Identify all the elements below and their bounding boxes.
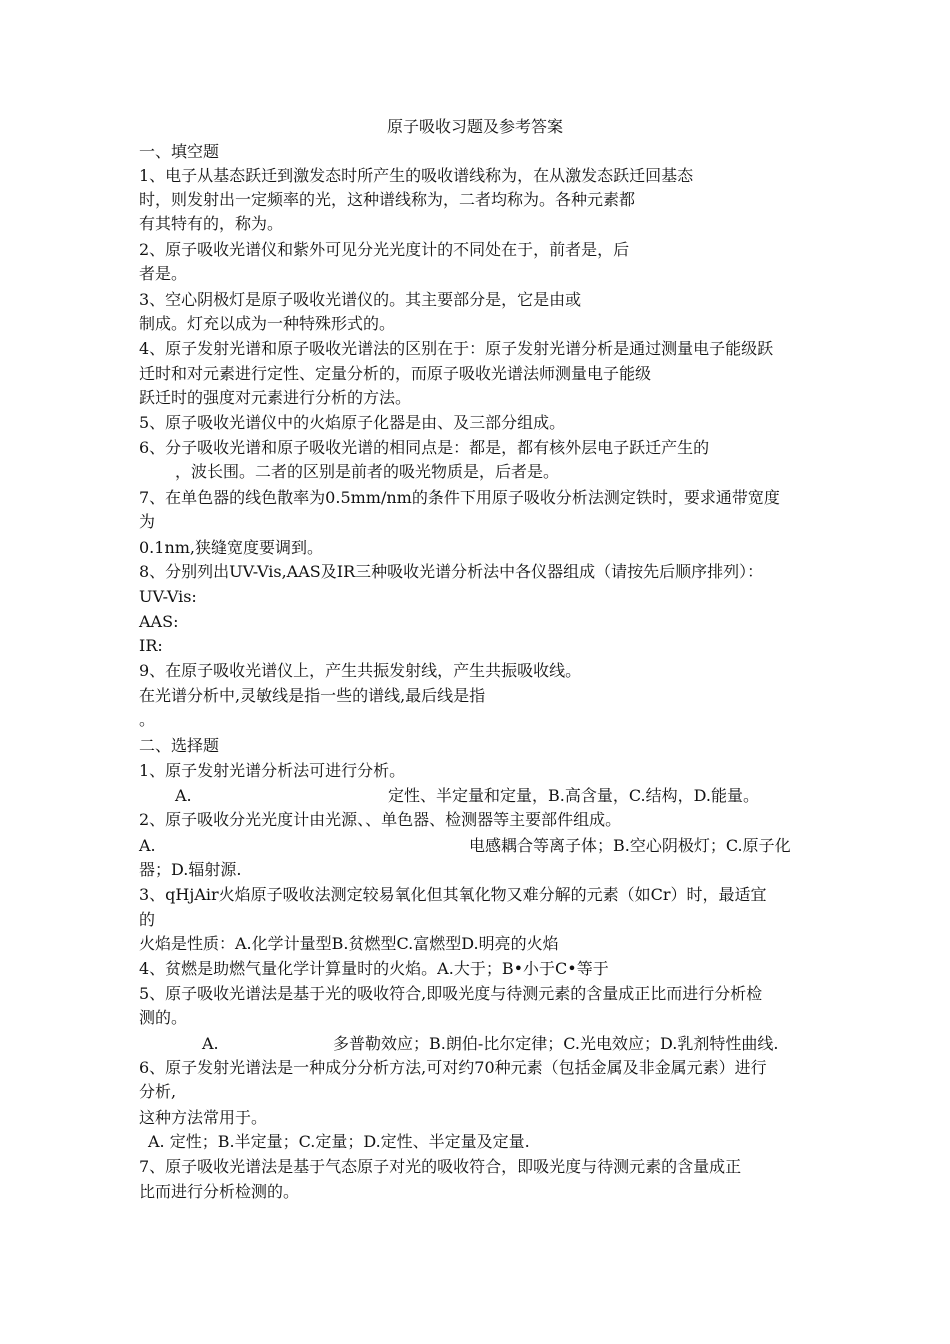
question-line: 7、在单色器的线色散率为0.5mm/nm的条件下用原子吸收分析法测定铁时，要求通带宽度 — [139, 488, 780, 507]
question-line: 5、原子吸收光谱仪中的火焰原子化器是由、及三部分组成。 — [139, 413, 566, 432]
question-line: 4、原子发射光谱和原子吸收光谱法的区别在于：原子发射光谱分析是通过测量电子能级跃 — [139, 339, 774, 358]
question-line: 。 — [139, 710, 156, 729]
question-line: 者是。 — [139, 264, 188, 283]
question-line: 8、分别列出UV-Vis,AAS及IR三种吸收光谱分析法中各仪器组成（请按先后顺序排列）： — [139, 562, 764, 581]
question-line: 3、qHjAir火焰原子吸收法测定较易氧化但其氧化物又难分解的元素（如Cr）时，最适宜 — [139, 885, 767, 904]
question-line: 时，则发射出一定频率的光，这种谱线称为，二者均称为。各种元素都 — [139, 190, 636, 209]
question-line: 3、空心阴极灯是原子吸收光谱仪的。其主要部分是，它是由或 — [139, 290, 582, 309]
option-label: A. — [139, 836, 156, 855]
question-line: 1、原子发射光谱分析法可进行分析。 — [139, 761, 406, 780]
section-heading-fill-blank: 一、填空题 — [139, 142, 220, 161]
question-line: 迁时和对元素进行定性、定量分析的，而原子吸收光谱法师测量电子能级 — [139, 364, 652, 383]
question-line: 2、原子吸收分光光度计由光源、、单色器、检测器等主要部件组成。 — [139, 810, 622, 829]
option-label: A. — [175, 786, 192, 805]
question-line: ，波长围。二者的区别是前者的吸光物质是，后者是。 — [175, 462, 560, 481]
question-line: 1、电子从基态跃迁到激发态时所产生的吸收谱线称为，在从激发态跃迁回基态 — [139, 166, 694, 185]
question-line: 9、在原子吸收光谱仪上，产生共振发射线，产生共振吸收线。 — [139, 661, 582, 680]
question-line: 在光谱分析中,灵敏线是指一些的谱线,最后线是指 — [139, 686, 486, 705]
option-text: A. 定性；B.半定量；C.定量；D.定性、半定量及定量. — [148, 1132, 530, 1151]
question-line: 5、原子吸收光谱法是基于光的吸收符合,即吸光度与待测元素的含量成正比而进行分析检 — [139, 984, 763, 1003]
document-title: 原子吸收习题及参考答案 — [386, 117, 563, 136]
question-line: 制成。灯充以成为一种特殊形式的。 — [139, 314, 396, 333]
section-heading-multiple-choice: 二、选择题 — [139, 736, 220, 755]
question-line: 的 — [139, 910, 156, 929]
question-line: 分析, — [139, 1082, 177, 1101]
option-label: A. — [202, 1034, 219, 1053]
question-line: 有其特有的，称为。 — [139, 214, 284, 233]
option-text: 定性、半定量和定量，B.高含量，C.结构，D.能量。 — [388, 786, 759, 805]
question-line: 6、分子吸收光谱和原子吸收光谱的相同点是：都是，都有核外层电子跃迁产生的 — [139, 438, 710, 457]
question-line: 这种方法常用于。 — [139, 1108, 268, 1127]
question-line: UV-Vis: — [139, 587, 197, 606]
question-line: 火焰是性质：A.化学计量型B.贫燃型C.富燃型D.明亮的火焰 — [139, 934, 559, 953]
question-line: 比而进行分析检测的。 — [139, 1182, 300, 1201]
question-line: 为 — [139, 512, 156, 531]
question-line: AAS: — [139, 612, 179, 631]
question-line: 4、贫燃是助燃气量化学计算量时的火焰。A.大于；B•小于C•等于 — [139, 959, 609, 978]
option-text: 多普勒效应；B.朗伯-比尔定律；C.光电效应；D.乳剂特性曲线. — [333, 1034, 779, 1053]
question-line: 2、原子吸收光谱仪和紫外可见分光光度计的不同处在于，前者是，后 — [139, 240, 630, 259]
option-text: 电感耦合等离子体；B.空心阴极灯；C.原子化 — [469, 836, 791, 855]
question-line: 7、原子吸收光谱法是基于气态原子对光的吸收符合，即吸光度与待测元素的含量成正 — [139, 1157, 742, 1176]
question-line: 6、原子发射光谱法是一种成分分析方法,可对约70种元素（包括金属及非金属元素）进行 — [139, 1058, 767, 1077]
question-line: 跃迁时的强度对元素进行分析的方法。 — [139, 388, 412, 407]
question-line: IR: — [139, 636, 163, 655]
question-line: 器；D.辐射源. — [139, 860, 242, 879]
question-line: 0.1nm,狭缝宽度要调到。 — [139, 538, 324, 557]
question-line: 测的。 — [139, 1008, 188, 1027]
